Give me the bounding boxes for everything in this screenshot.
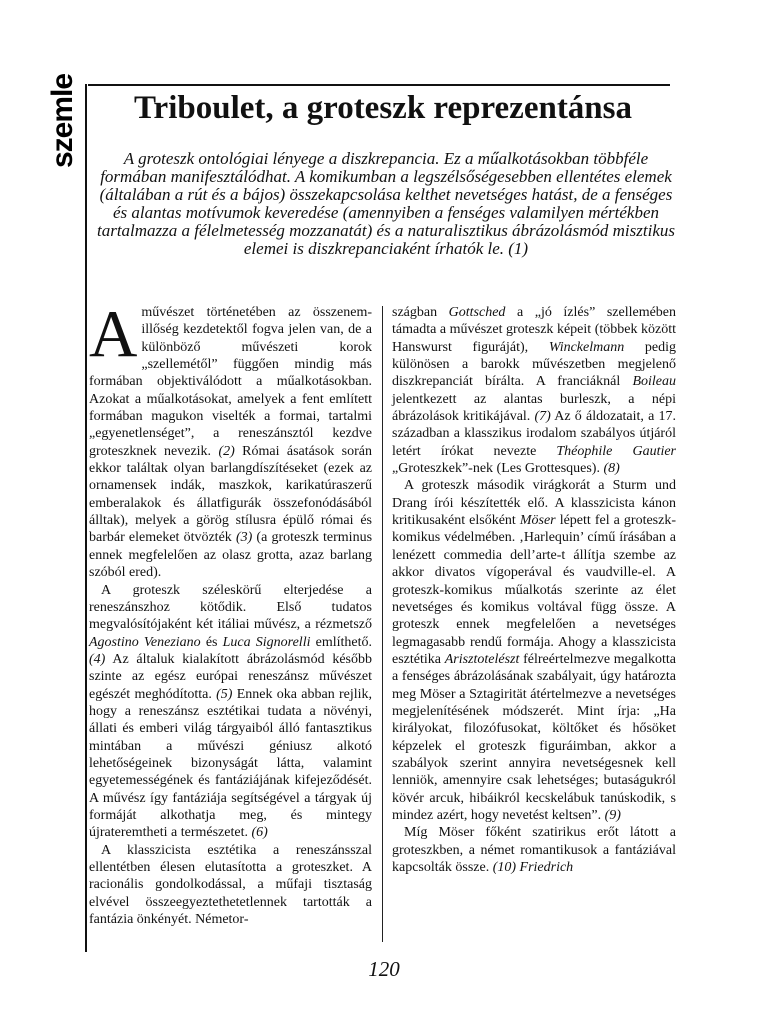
drop-cap: A xyxy=(89,297,138,371)
footnote-ref: (5) xyxy=(216,686,233,702)
paragraph: szágban Gottsched a „jó ízlés” szellemében támadta a művészet groteszk képeit (többek között Hanswurst figuráját), Winckelmann pedig különösen a barokk művészetben megjelenő diszkrepanciát bírálta. A franciáknál Boileau jelentkezett az alantas burleszk, a népi ábrázolások kritikájával. (7) Az ő áldozatait, a 17. században a klasszikus irodalom szabályos útjáról letért írókat nevezte Théophile Gautier „Groteszkek”-nek (Les Grottesques). (8) xyxy=(392,305,677,477)
section-label xyxy=(46,73,79,169)
paragraph: A groteszk második virágkorát a Sturm und Drang írói készítették elő. A klasszicista kánon kritikusaként elsőként Möser lépett fel a groteszk-komikus védelmében. ‚Harlequin’ című írásában a lenézett commedia dell’arte-t állítja szembe az akkor divatos vígoperával és vaudville-el. A groteszk-komikus műalkotás szerinte az élet nevetséges és komikus voltával függ össze. A groteszk ennek megfelelően a nevetséges legmagasabb rendű formája. Ahogy a klasszicista esztétika Arisztotelészt félreértelmezve megalkotta a fenséges ábrázolásának szabályait, úgy határozta meg Möser a Sztagirität átértelmezve a nevetséges megjelenítésének módszerét. Mint írja: „Ha királyokat, filozófusokat, költőket és hősöket képzelek el groteszk figuráimban, akkor a szabályok szerint annyira nevetségesnek kell lenniök, amennyire csak lehetséges; butaságukról kövér arcuk, hibáikról kecskelábuk tanúskodik, s mindez azért, hogy nevetést keltsen”. (9) xyxy=(392,478,677,823)
person-name: Boileau xyxy=(632,374,676,390)
title-rule-horizontal xyxy=(88,84,670,86)
person-name: Winckelmann xyxy=(548,339,625,355)
person-name: Luca Signorelli xyxy=(222,634,311,650)
column-divider xyxy=(382,306,383,942)
text-column-left xyxy=(89,297,373,928)
footnote-ref: (4) xyxy=(89,651,106,667)
paragraph: Míg Möser főként szatirikus erőt látott a groteszkben, a német romantikusok a fantáziával kapcsolták össze. (10) Friedrich xyxy=(392,825,676,875)
section-rule-vertical xyxy=(85,84,87,952)
person-name: Agostino Veneziano xyxy=(89,634,201,650)
person-name: Arisztotelészt xyxy=(444,651,520,667)
section-label-text: szemle xyxy=(46,73,79,169)
footnote-ref: (8) xyxy=(603,461,620,477)
person-name: Friedrich xyxy=(519,860,574,875)
text-column-right xyxy=(392,304,676,876)
person-name: Théophile Gautier xyxy=(556,443,677,459)
footnote-ref: (2) xyxy=(218,443,235,459)
footnote-ref: (6) xyxy=(251,825,268,841)
person-name: Gottsched xyxy=(448,305,506,320)
article-title: Triboulet, a groteszk reprezentánsa xyxy=(134,90,632,126)
footnote-ref: (10) xyxy=(492,860,517,875)
person-name: Möser xyxy=(519,513,556,529)
paragraph: Aművészet történetében az összenem-illőség kezdetektől fogva jelen van, de a különböző művészeti korok „szellemétől” függően mindig más formában objektiválódott a műalkotásokban. Azokat a műalkotásokat, amelyek a fent említett formában magukon viselték a formai, tartalmi „egyenetlenséget”, a reneszánsztól kezdve groteszknek nevezik. (2) Római ásatások során ekkor találtak olyan barlangdíszítéseket (ezek az ornamensek indák, maszkok, karikatúraszerű emberalakok és állatfigurák összefonódásából álltak), melyek a görög stílusra épülő római és barbár elemeket ötvözték (3) (a groteszk terminus ennek megfelelően az olasz grotta, azaz barlang szóból ered). xyxy=(89,297,373,581)
page-number: 120 xyxy=(368,957,400,981)
footnote-ref: (7) xyxy=(534,409,551,425)
footnote-ref: (9) xyxy=(604,807,621,823)
paragraph: A klasszicista esztétika a reneszánsszal ellentétben élesen elutasította a groteszket. A racionális gondolkodással, a műfaji tisztaság elvével összeegyeztethetetlennek tartották a fantázia önkényét. Németor- xyxy=(89,842,372,928)
paragraph: A groteszk széleskörű elterjedése a reneszánszhoz kötődik. Első tudatos megvalósítójaként két itáliai művész, a rézmetsző Agostino Veneziano és Luca Signorelli említhető. (4) Az általuk kialakított ábrázolásmód később szinte az egész európai reneszánsz művészet egészét meghódította. (5) Ennek oka abban rejlik, hogy a reneszánsz esztétikai tudata a növényi, állati és emberi világ tárgyaiból álló fantasztikus mintában a művészi géniusz alkotó lehetőségeinek bizonyságát látta, valamint egyetemességének és fantáziájának kifejeződését. A művész így fantáziája segítségével a tárgyak új formáját alkothatja meg, és mintegy újrateremtheti a természetet. (6) xyxy=(89,582,373,841)
article-abstract: A groteszk ontológiai lényege a diszkrepancia. Ez a műalkotásokban többféle formában manifesztálódhat. A komikumban a legszélsőségesebben ellentétes elemek (általában a rút és a bájos) összekapcsolása kelthet nevetséges hatást, de a fenséges és alantas motívumok keveredése (amennyiben a fenséges valamilyen mértékben tartalmazza a félelmetesség mozzanatát) és a naturalisztikus ábrázolásmód misztikus elemei is diszkrepanciaként írhatók le. (1) xyxy=(96,149,675,258)
footnote-ref: (3) xyxy=(235,530,253,546)
